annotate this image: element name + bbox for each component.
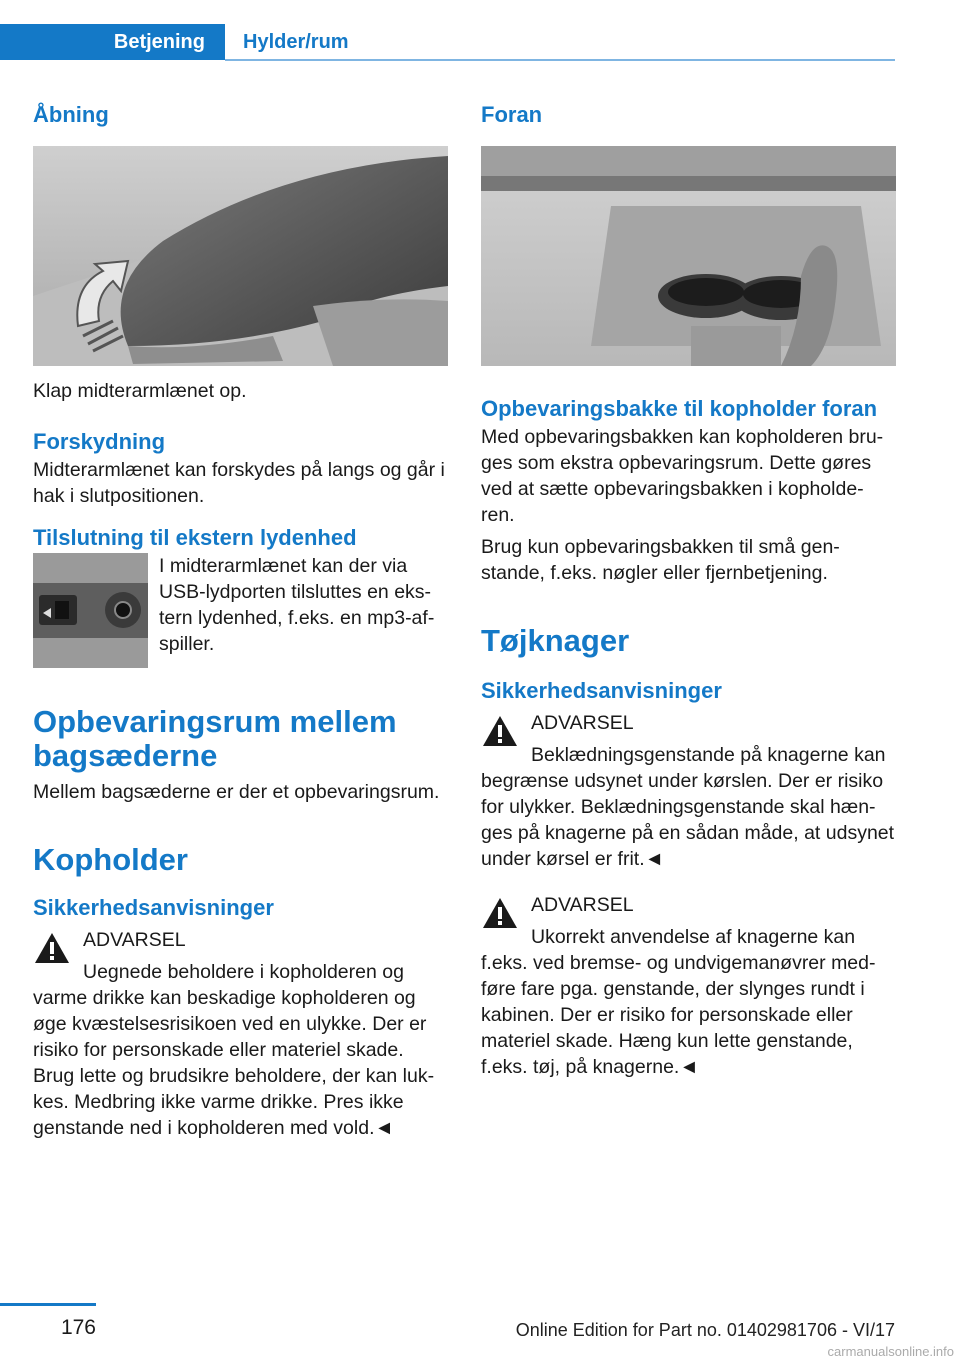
warning-first-line: Uegnede beholdere i kopholderen og [83, 961, 404, 983]
warning-first-line: Ukorrekt anvendelse af knagerne kan [531, 926, 856, 948]
warning-knager-1 [481, 710, 896, 872]
warning-knager-2 [481, 892, 896, 1080]
warning-triangle-icon [481, 896, 519, 930]
page-number: 176 [60, 1316, 96, 1339]
warning-kopholder [33, 927, 448, 1141]
right-column [481, 100, 896, 1080]
warning-label: ADVARSEL [531, 712, 634, 734]
heading-opbevaringsbakke: Opbevaringsbakke til kopholder foran [481, 396, 878, 421]
header-divider [225, 59, 895, 61]
bakke-text-1: Med opbevaringsbakken kan kopholderen bru-ges som ekstra opbevaringsrum. Dette gøres ved at sætte opbevaringsbakken i kopholde-ren. [481, 426, 884, 526]
warning-text: varme drikke kan beskadige kopholderen og øge kvæstelsesrisikoen ved en ulykke. Der er risiko for personskade eller materiel skade. Brug lette og brudsikre beholdere, der kan luk-kes. Medbring ikke varme drikke. Pres ikke genstande ned i kopholderen med vold.◄ [33, 987, 435, 1139]
bakke-text-2: Brug kun opbevaringsbakken til små gen-stande, f.eks. nøgler eller fjernbetjening. [481, 536, 840, 584]
heading-forskydning: Forskydning [33, 429, 166, 454]
heading-opbevaringsrum: Opbevaringsrum mellem bagsæderne [33, 704, 397, 773]
heading-sikkerhed-right: Sikkerhedsanvisninger [481, 678, 722, 703]
heading-tojknager: Tøjknager [481, 623, 630, 658]
warning-text: f.eks. ved bremse- og undvigemanøvrer med-føre fare pga. genstande, der slynges rundt i kabinen. Der er risiko for personskade eller materiel skade. Hæng kun lette genstande, f.eks. tøj, på knagerne.◄ [481, 952, 876, 1078]
cupholder-photo [481, 146, 896, 366]
warning-triangle-icon [33, 931, 71, 965]
warning-triangle-icon [481, 714, 519, 748]
watermark: carmanualsonline.info [827, 1344, 954, 1359]
heading-kopholder: Kopholder [33, 842, 188, 877]
usb-section [33, 553, 448, 673]
usb-port-photo [33, 553, 148, 668]
tab-hylder-rum[interactable]: Hylder/rum [225, 24, 895, 60]
opbevaring-text: Mellem bagsæderne er der et opbevaringsrum. [33, 781, 440, 803]
forskydning-text: Midterarmlænet kan forskydes på langs og går i hak i slutpositionen. [33, 459, 445, 507]
tilslutning-text: I midterarmlænet kan der via USB-lydporten tilsluttes en eks-tern lydenhed, f.eks. en mp3-af-spiller. [159, 555, 435, 655]
warning-label: ADVARSEL [83, 929, 186, 951]
warning-label: ADVARSEL [531, 894, 634, 916]
heading-abning: Åbning [33, 102, 109, 127]
tab-betjening[interactable]: Betjening [0, 24, 225, 60]
armrest-photo [33, 146, 448, 366]
edition-text: Online Edition for Part no. 01402981706 - VI/17 [515, 1320, 895, 1340]
page-header [0, 0, 895, 62]
heading-foran: Foran [481, 102, 543, 127]
heading-sikkerhed-left: Sikkerhedsanvisninger [33, 895, 274, 920]
warning-text: begrænse udsynet under kørslen. Der er risiko for ulykker. Beklædningsgenstande skal hæn-ges på knagerne på en sådan måde, at udsynet under kørsel er frit.◄ [481, 770, 895, 870]
warning-first-line: Beklædningsgenstande på knagerne kan [531, 744, 886, 766]
footer-divider [0, 1303, 96, 1306]
heading-tilslutning: Tilslutning til ekstern lydenhed [33, 525, 357, 550]
left-column [33, 100, 448, 1141]
abning-caption: Klap midterarmlænet op. [33, 380, 247, 402]
